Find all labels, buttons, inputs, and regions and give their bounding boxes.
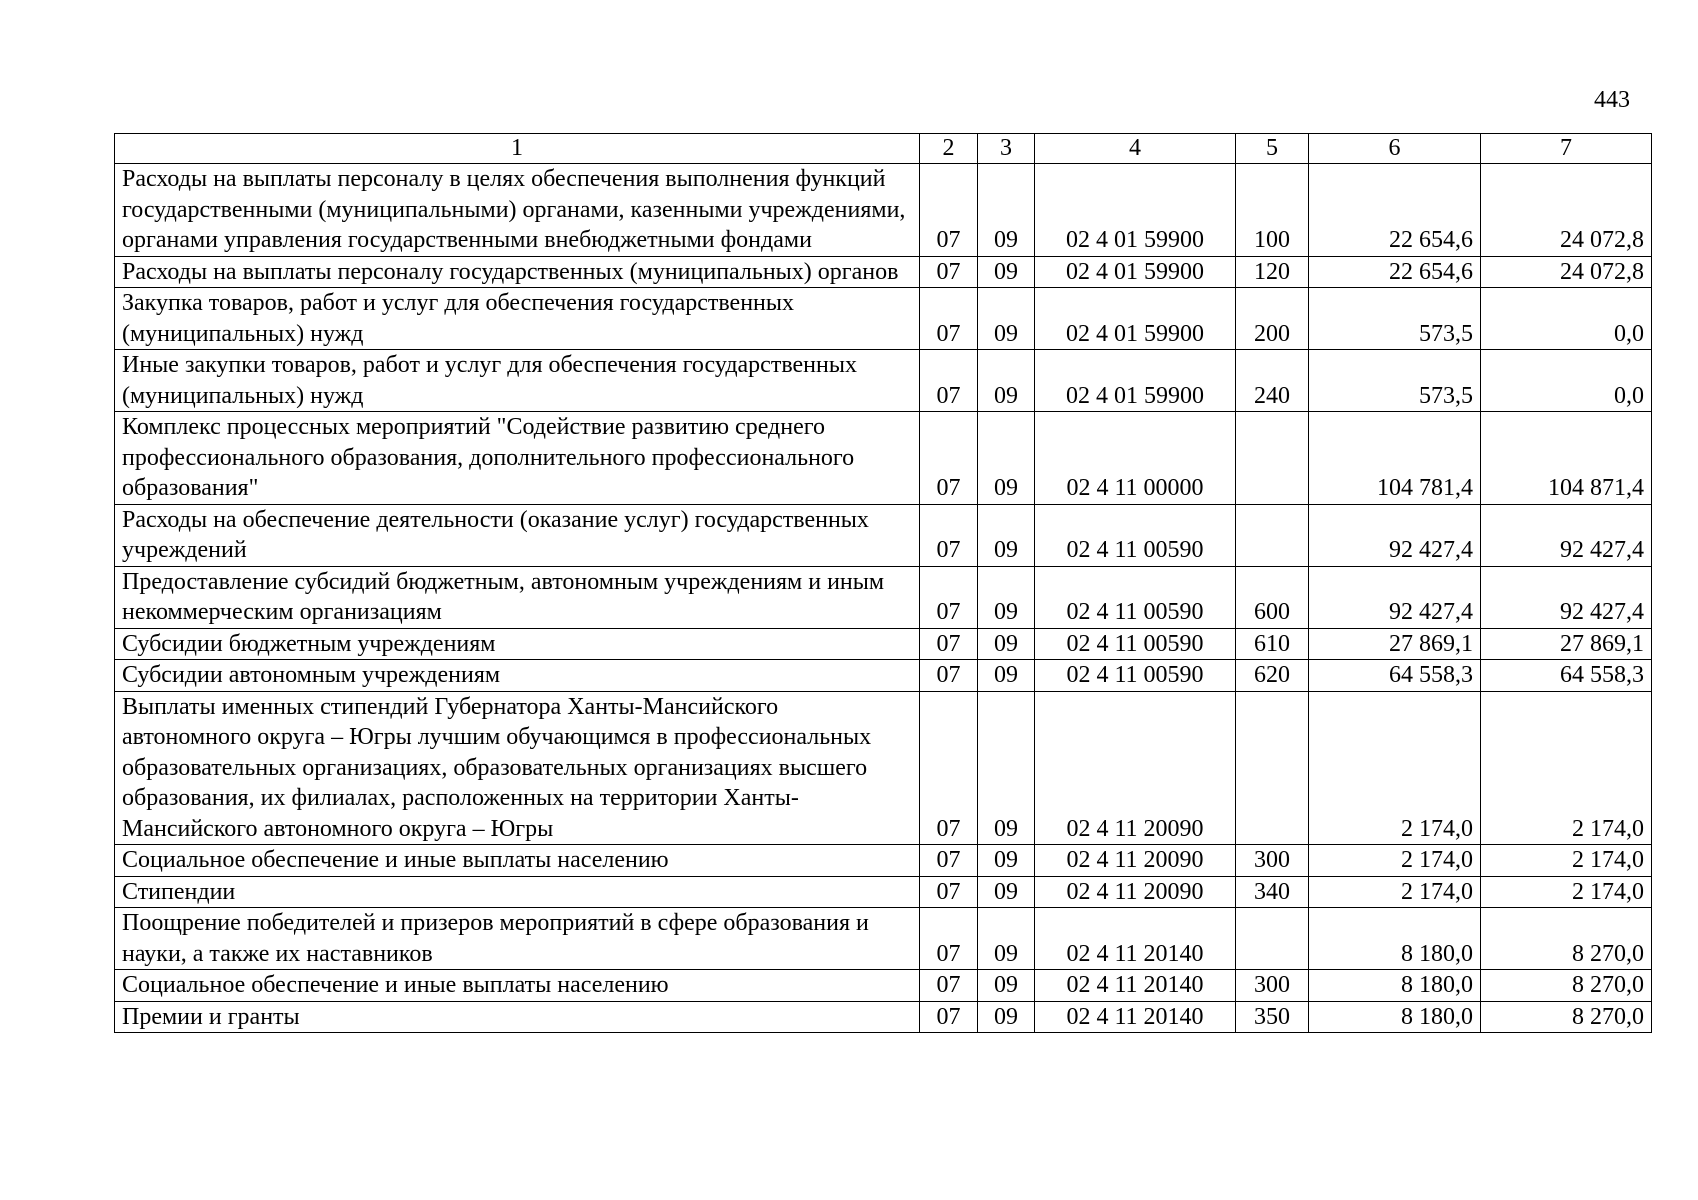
- amount-year-1-cell: 104 781,4: [1309, 412, 1481, 505]
- row-name-cell: Стипендии: [115, 876, 920, 908]
- amount-year-1-cell: 8 180,0: [1309, 970, 1481, 1002]
- expense-type-code-cell: 610: [1236, 628, 1309, 660]
- table-row: [115, 908, 1652, 970]
- amount-year-1-cell: 2 174,0: [1309, 876, 1481, 908]
- target-item-code-cell: 02 4 11 00000: [1035, 412, 1236, 505]
- amount-year-1-cell: 22 654,6: [1309, 256, 1481, 288]
- target-item-code-cell: 02 4 01 59900: [1035, 288, 1236, 350]
- row-name-cell: Социальное обеспечение и иные выплаты населению: [115, 845, 920, 877]
- subsection-code-cell: 09: [978, 908, 1035, 970]
- amount-year-2-cell: 2 174,0: [1481, 691, 1652, 845]
- subsection-code-cell: 09: [978, 628, 1035, 660]
- amount-year-1-cell: 22 654,6: [1309, 164, 1481, 257]
- row-name-cell: Комплекс процессных мероприятий "Содействие развитию среднего профессионального образования, дополнительного профессионального образования": [115, 412, 920, 505]
- row-name-cell: Расходы на выплаты персоналу в целях обеспечения выполнения функций государственными (муниципальными) органами, казенными учреждениями, органами управления государственными внебюджетными фондами: [115, 164, 920, 257]
- amount-year-1-cell: 92 427,4: [1309, 566, 1481, 628]
- amount-year-2-cell: 64 558,3: [1481, 660, 1652, 692]
- subsection-code-cell: 09: [978, 412, 1035, 505]
- expense-type-code-cell: [1236, 504, 1309, 566]
- amount-year-2-cell: 2 174,0: [1481, 845, 1652, 877]
- amount-year-2-cell: 24 072,8: [1481, 164, 1652, 257]
- section-code-cell: 07: [920, 691, 978, 845]
- row-name-cell: Закупка товаров, работ и услуг для обеспечения государственных (муниципальных) нужд: [115, 288, 920, 350]
- target-item-code-cell: 02 4 01 59900: [1035, 350, 1236, 412]
- subsection-code-cell: 09: [978, 164, 1035, 257]
- amount-year-1-cell: 2 174,0: [1309, 845, 1481, 877]
- page-number: 443: [1594, 87, 1630, 113]
- table-row: [115, 628, 1652, 660]
- amount-year-2-cell: 8 270,0: [1481, 970, 1652, 1002]
- table-row: [115, 350, 1652, 412]
- target-item-code-cell: 02 4 11 20140: [1035, 970, 1236, 1002]
- amount-year-2-cell: 0,0: [1481, 350, 1652, 412]
- row-name-cell: Субсидии автономным учреждениям: [115, 660, 920, 692]
- column-header: 7: [1481, 134, 1652, 164]
- target-item-code-cell: 02 4 11 20090: [1035, 876, 1236, 908]
- expense-type-code-cell: 240: [1236, 350, 1309, 412]
- table-row: [115, 970, 1652, 1002]
- target-item-code-cell: 02 4 11 00590: [1035, 504, 1236, 566]
- row-name-cell: Иные закупки товаров, работ и услуг для обеспечения государственных (муниципальных) нужд: [115, 350, 920, 412]
- table-row: [115, 691, 1652, 845]
- table-row: [115, 288, 1652, 350]
- expense-type-code-cell: [1236, 691, 1309, 845]
- table-row: [115, 566, 1652, 628]
- section-code-cell: 07: [920, 164, 978, 257]
- budget-table: [114, 133, 1652, 1033]
- amount-year-2-cell: 8 270,0: [1481, 908, 1652, 970]
- row-name-cell: Расходы на обеспечение деятельности (оказание услуг) государственных учреждений: [115, 504, 920, 566]
- amount-year-2-cell: 27 869,1: [1481, 628, 1652, 660]
- row-name-cell: Субсидии бюджетным учреждениям: [115, 628, 920, 660]
- column-header: 2: [920, 134, 978, 164]
- target-item-code-cell: 02 4 01 59900: [1035, 256, 1236, 288]
- amount-year-1-cell: 2 174,0: [1309, 691, 1481, 845]
- row-name-cell: Расходы на выплаты персоналу государственных (муниципальных) органов: [115, 256, 920, 288]
- column-header: 3: [978, 134, 1035, 164]
- amount-year-1-cell: 27 869,1: [1309, 628, 1481, 660]
- table-row: [115, 845, 1652, 877]
- amount-year-1-cell: 64 558,3: [1309, 660, 1481, 692]
- subsection-code-cell: 09: [978, 876, 1035, 908]
- subsection-code-cell: 09: [978, 970, 1035, 1002]
- row-name-cell: Поощрение победителей и призеров мероприятий в сфере образования и науки, а также их наставников: [115, 908, 920, 970]
- section-code-cell: 07: [920, 1001, 978, 1033]
- amount-year-2-cell: 2 174,0: [1481, 876, 1652, 908]
- target-item-code-cell: 02 4 11 20090: [1035, 845, 1236, 877]
- column-header: 6: [1309, 134, 1481, 164]
- section-code-cell: 07: [920, 908, 978, 970]
- subsection-code-cell: 09: [978, 845, 1035, 877]
- amount-year-2-cell: 24 072,8: [1481, 256, 1652, 288]
- amount-year-1-cell: 92 427,4: [1309, 504, 1481, 566]
- subsection-code-cell: 09: [978, 288, 1035, 350]
- subsection-code-cell: 09: [978, 660, 1035, 692]
- row-name-cell: Социальное обеспечение и иные выплаты населению: [115, 970, 920, 1002]
- amount-year-2-cell: 92 427,4: [1481, 504, 1652, 566]
- amount-year-1-cell: 573,5: [1309, 288, 1481, 350]
- row-name-cell: Премии и гранты: [115, 1001, 920, 1033]
- table-row: [115, 876, 1652, 908]
- section-code-cell: 07: [920, 288, 978, 350]
- table-row: [115, 660, 1652, 692]
- section-code-cell: 07: [920, 845, 978, 877]
- amount-year-1-cell: 8 180,0: [1309, 1001, 1481, 1033]
- subsection-code-cell: 09: [978, 350, 1035, 412]
- expense-type-code-cell: 620: [1236, 660, 1309, 692]
- expense-type-code-cell: 350: [1236, 1001, 1309, 1033]
- expense-type-code-cell: 600: [1236, 566, 1309, 628]
- target-item-code-cell: 02 4 11 20090: [1035, 691, 1236, 845]
- expense-type-code-cell: [1236, 908, 1309, 970]
- target-item-code-cell: 02 4 11 20140: [1035, 908, 1236, 970]
- table-header-row: [115, 134, 1652, 164]
- row-name-cell: Предоставление субсидий бюджетным, автономным учреждениям и иным некоммерческим организациям: [115, 566, 920, 628]
- subsection-code-cell: 09: [978, 1001, 1035, 1033]
- subsection-code-cell: 09: [978, 256, 1035, 288]
- column-header: 4: [1035, 134, 1236, 164]
- section-code-cell: 07: [920, 412, 978, 505]
- table-row: [115, 504, 1652, 566]
- expense-type-code-cell: 300: [1236, 970, 1309, 1002]
- subsection-code-cell: 09: [978, 691, 1035, 845]
- subsection-code-cell: 09: [978, 504, 1035, 566]
- expense-type-code-cell: 340: [1236, 876, 1309, 908]
- target-item-code-cell: 02 4 01 59900: [1035, 164, 1236, 257]
- expense-type-code-cell: 120: [1236, 256, 1309, 288]
- section-code-cell: 07: [920, 628, 978, 660]
- table-row: [115, 164, 1652, 257]
- section-code-cell: 07: [920, 876, 978, 908]
- amount-year-2-cell: 0,0: [1481, 288, 1652, 350]
- amount-year-2-cell: 8 270,0: [1481, 1001, 1652, 1033]
- row-name-cell: Выплаты именных стипендий Губернатора Ханты-Мансийского автономного округа – Югры лучшим обучающимся в профессиональных образовательных организациях, образовательных организациях высшего образования, их филиалах, расположенных на территории Ханты-Мансийского автономного округа – Югры: [115, 691, 920, 845]
- target-item-code-cell: 02 4 11 00590: [1035, 566, 1236, 628]
- section-code-cell: 07: [920, 504, 978, 566]
- amount-year-2-cell: 92 427,4: [1481, 566, 1652, 628]
- table-row: [115, 256, 1652, 288]
- column-header: 1: [115, 134, 920, 164]
- target-item-code-cell: 02 4 11 20140: [1035, 1001, 1236, 1033]
- table-row: [115, 412, 1652, 505]
- section-code-cell: 07: [920, 256, 978, 288]
- target-item-code-cell: 02 4 11 00590: [1035, 628, 1236, 660]
- expense-type-code-cell: 200: [1236, 288, 1309, 350]
- column-header: 5: [1236, 134, 1309, 164]
- section-code-cell: 07: [920, 350, 978, 412]
- expense-type-code-cell: 100: [1236, 164, 1309, 257]
- section-code-cell: 07: [920, 660, 978, 692]
- amount-year-2-cell: 104 871,4: [1481, 412, 1652, 505]
- expense-type-code-cell: 300: [1236, 845, 1309, 877]
- amount-year-1-cell: 573,5: [1309, 350, 1481, 412]
- subsection-code-cell: 09: [978, 566, 1035, 628]
- expense-type-code-cell: [1236, 412, 1309, 505]
- table-row: [115, 1001, 1652, 1033]
- section-code-cell: 07: [920, 566, 978, 628]
- table-body: [115, 134, 1652, 1033]
- amount-year-1-cell: 8 180,0: [1309, 908, 1481, 970]
- section-code-cell: 07: [920, 970, 978, 1002]
- target-item-code-cell: 02 4 11 00590: [1035, 660, 1236, 692]
